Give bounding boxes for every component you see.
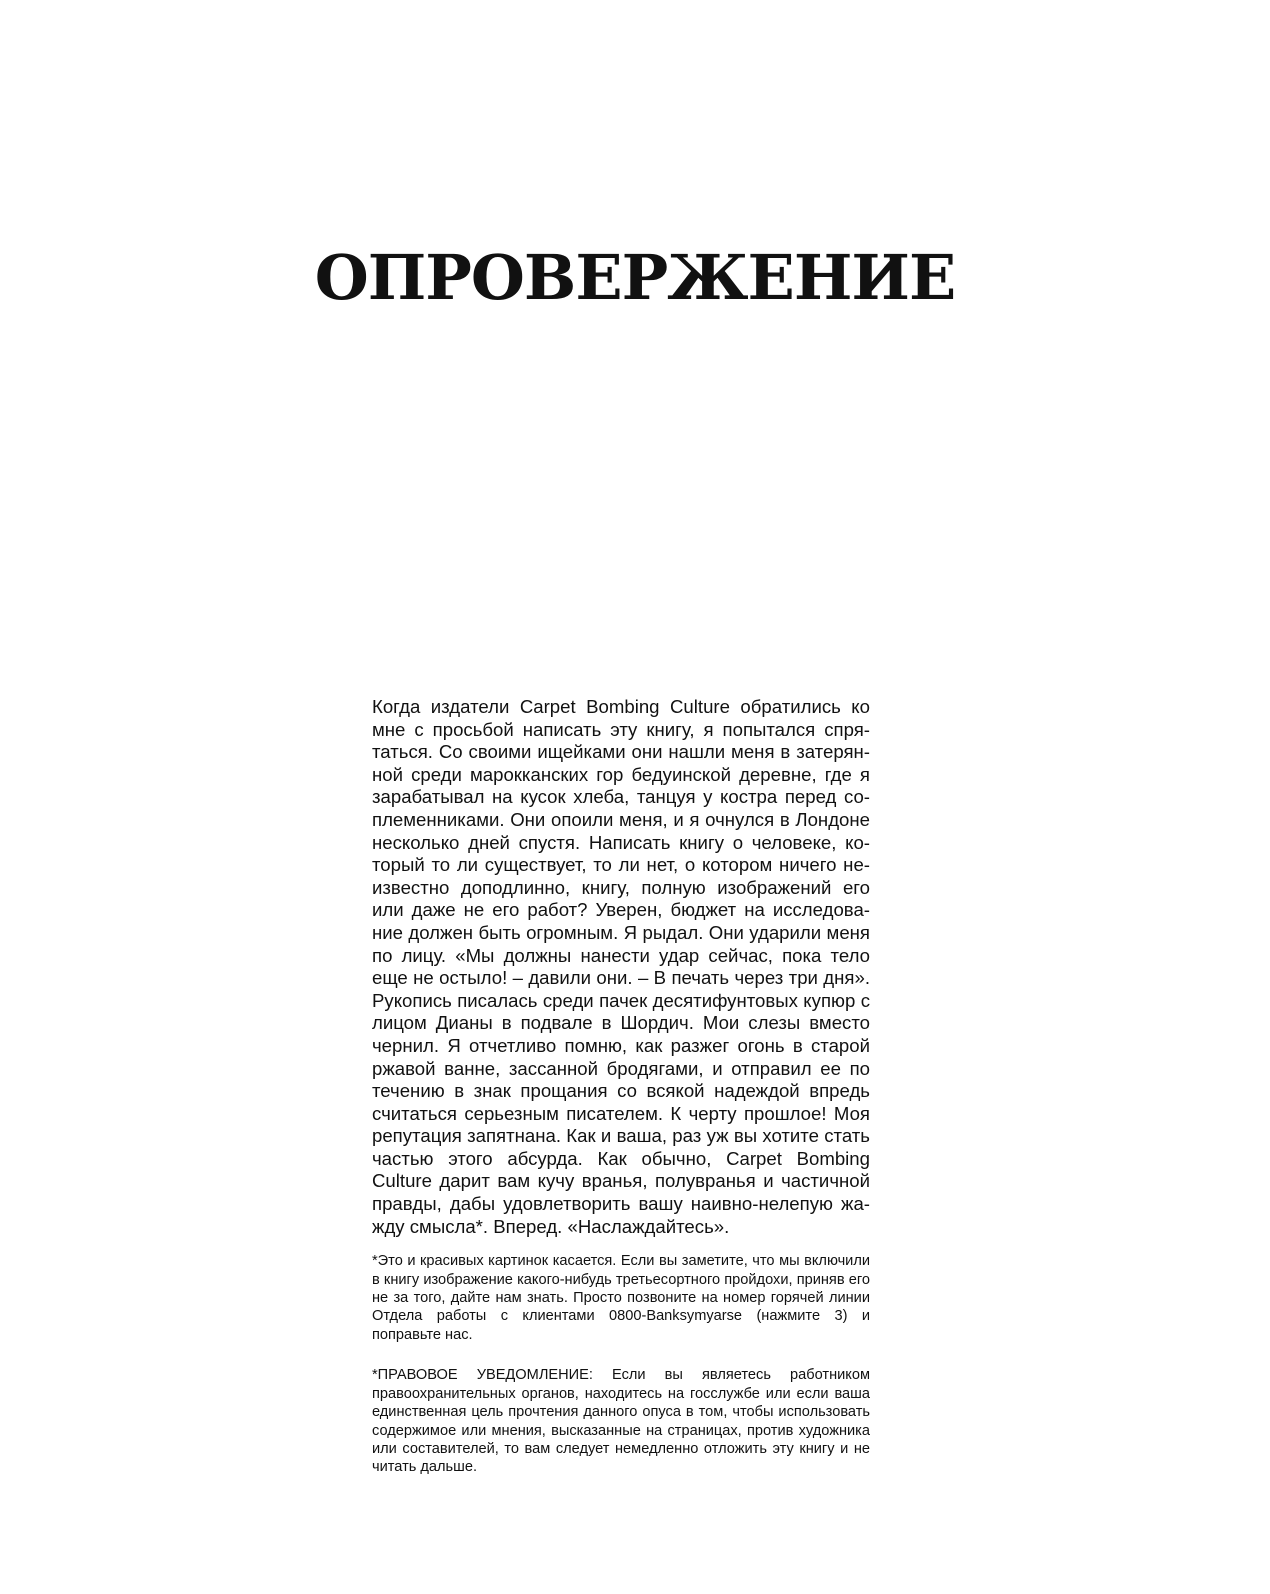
footnote-legal-notice: *ПРАВОВОЕ УВЕДОМЛЕНИЕ: Если вы являетесь работником правоохранительных органов, находитесь на госслужбе или если ваша единственная цель прочтения данного опуса в том, чтобы использовать содержимое или мнения, высказанные на страницах, против художника или составителей, то вам следует немедленно отложить эту книгу и не читать дальше.	[372, 1367, 870, 1476]
main-paragraph: Когда издатели Carpet Bombing Culture обратились ко мне с просьбой написать эту книгу, я попытался спрятаться. Со своими ищейками они нашли меня в затерянной среди марокканских гор бедуинской деревне, где я зарабатывал на кусок хлеба, танцуя у костра перед соплеменниками. Они опоили меня, и я очнулся в Лондоне несколько дней спустя. Написать книгу о человеке, который то ли существует, то ли нет, о котором ничего неизвестно доподлинно, книгу, полную изображений его или даже не его работ? Уверен, бюджет на исследование должен быть огромным. Я рыдал. Они ударили меня по лицу. «Мы должны нанести удар сейчас, пока тело еще не остыло! – давили они. – В печать через три дня». Рукопись писалась среди пачек десятифунтовых купюр с лицом Дианы в подвале в Шордич. Мои слезы вместо чернил. Я отчетливо помню, как разжег огонь в старой ржавой ванне, зассанной бродягами, и отправил ее по течению в знак прощания со всякой надеждой впредь считаться серьезным писателем. К черту прошлое! Моя репутация запятнана. Как и ваша, раз уж вы хотите стать частью этого абсурда. Как обычно, Carpet Bombing Culture дарит вам кучу вранья, полувранья и частичной правды, дабы удовлетворить вашу наивно-нелепую жажду смысла*. Вперед. «Наслаждайтесь».	[372, 696, 870, 1237]
text-column	[372, 696, 870, 1477]
footnote-images: *Это и красивых картинок касается. Если вы заметите, что мы включили в книгу изображение какого-нибудь третьесортного пройдохи, приняв его не за того, дайте нам знать. Просто позвоните на номер горячей линии Отдела работы с клиентами 0800-Banksymyarse (нажмите 3) и поправьте нас.	[372, 1253, 870, 1343]
page-title: ОПРОВЕРЖЕНИЕ	[314, 241, 956, 314]
